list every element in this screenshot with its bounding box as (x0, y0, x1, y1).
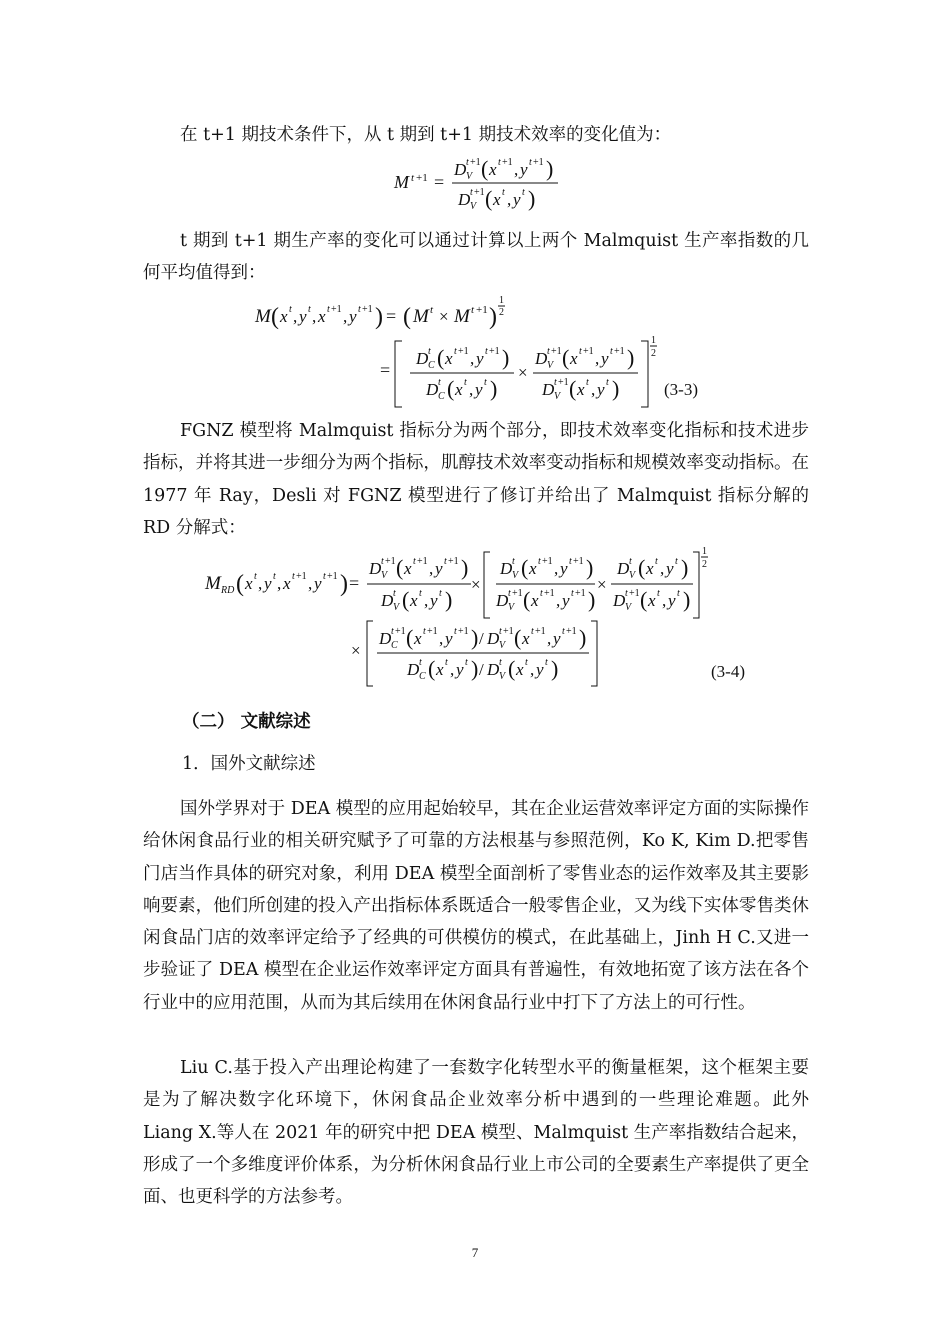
svg-text:D: D (542, 380, 555, 399)
svg-text:): ) (683, 587, 691, 612)
svg-text:t: t (657, 588, 660, 599)
svg-text:): ) (445, 587, 453, 612)
svg-text:+1: +1 (573, 556, 584, 567)
svg-text:t: t (289, 304, 292, 315)
svg-text:×: × (351, 641, 361, 660)
svg-text:t: t (439, 588, 442, 599)
svg-text:): ) (375, 304, 383, 330)
svg-text:×: × (471, 575, 481, 594)
svg-text:t: t (444, 556, 447, 567)
equation-malmquist-geometric-mean-line1 (253, 290, 533, 330)
svg-text:+1: +1 (558, 377, 569, 388)
svg-text:(: ( (481, 156, 489, 181)
svg-text:t: t (545, 657, 548, 668)
svg-text:y: y (435, 559, 443, 578)
svg-text:y: y (560, 559, 568, 578)
svg-text:t: t (571, 588, 574, 599)
svg-text:=: = (380, 360, 391, 380)
svg-text:t: t (579, 346, 582, 357)
svg-text:V: V (625, 602, 632, 613)
paragraph-foreign-literature-digital: Liu C.基于投入产出理论构建了一套数字化转型水平的衡量框架，这个框架主要是为了解决数字化环境下，休闲食品企业效率分析中遇到的一些理论难题。此外 Liang X.等人在 2021 年的研究中把 DEA 模型、Malmquist 生产率指数结合起来，形成了一个多维度评价体系，为分析休闲食品行业上市公司的全要素生产率提供了更全面、也更科学的方法参考。 (143, 1058, 809, 1208)
svg-text:,: , (554, 559, 559, 578)
svg-text:=: = (349, 573, 360, 593)
svg-text:+1: +1 (448, 556, 459, 567)
svg-text:,: , (595, 349, 600, 368)
svg-text:+1: +1 (503, 626, 514, 637)
svg-text:+1: +1 (417, 556, 428, 567)
svg-text:+1: +1 (458, 346, 469, 357)
svg-text:(: ( (271, 304, 279, 330)
svg-text:t: t (525, 657, 528, 668)
svg-text:t: t (393, 588, 396, 599)
paragraph-fgnz-model: FGNZ 模型将 Malmquist 指标分为两个部分，即技术效率变化指标和技术进步指标，并将其进一步细分为两个指标，肌醇技术效率变动指标和规模效率变动指标。在 1977 年 Ray，Desli 对 FGNZ 模型进行了修订并给出了 Malmquist 指标分解的 RD 分解式： (143, 421, 809, 538)
svg-text:D: D (426, 380, 439, 399)
svg-text:1: 1 (702, 546, 707, 557)
svg-text:y: y (430, 591, 438, 610)
svg-text:t: t (466, 157, 469, 168)
svg-text:t: t (358, 304, 361, 315)
svg-text:+1: +1 (551, 346, 562, 357)
section-heading: （二） 文献综述 (182, 712, 311, 732)
svg-text:t: t (411, 172, 415, 184)
svg-text:y: y (475, 380, 483, 399)
svg-text:t: t (538, 556, 541, 567)
svg-text:+1: +1 (489, 346, 500, 357)
svg-text:,: , (469, 380, 474, 399)
equation-number-3-3: (3-3) (664, 380, 698, 399)
svg-text:y: y (349, 307, 357, 326)
svg-text:x: x (493, 190, 501, 209)
svg-text:t: t (419, 588, 422, 599)
svg-text:): ) (461, 555, 469, 580)
svg-text:+1: +1 (535, 626, 546, 637)
svg-text:V: V (393, 602, 400, 613)
svg-text:t: t (327, 304, 330, 315)
svg-text:V: V (547, 360, 554, 371)
svg-text:x: x (318, 307, 326, 326)
svg-text:,: , (662, 591, 667, 610)
svg-text:t: t (484, 377, 487, 388)
svg-text:(: ( (569, 376, 577, 401)
svg-text:(: ( (406, 625, 414, 650)
svg-text:t: t (419, 657, 422, 668)
svg-text:(: ( (485, 186, 493, 211)
equation-number-3-4: (3-4) (711, 662, 745, 681)
paragraph-geometric-mean: t 期到 t+1 期生产率的变化可以通过计算以上两个 Malmquist 生产率指数的几何平均值得到： (143, 231, 809, 284)
svg-text:D: D (454, 160, 467, 179)
svg-text:t: t (610, 346, 613, 357)
svg-text:y: y (445, 629, 453, 648)
svg-text:t: t (391, 626, 394, 637)
svg-text:D: D (500, 559, 513, 578)
svg-text:D: D (369, 559, 382, 578)
svg-text:t: t (430, 304, 434, 316)
svg-text:,: , (258, 574, 263, 593)
svg-text:t: t (323, 571, 326, 582)
svg-text:,: , (343, 307, 348, 326)
svg-text:t: t (586, 377, 589, 388)
svg-text:+1: +1 (427, 626, 438, 637)
svg-text:x: x (414, 629, 422, 648)
svg-text:t: t (554, 377, 557, 388)
svg-text:(: ( (236, 571, 244, 597)
equation-malmquist-geometric-mean-line2 (378, 333, 663, 413)
subsection-heading: 1．国外文献综述 (182, 754, 316, 774)
svg-text:+1: +1 (331, 304, 342, 315)
svg-text:,: , (556, 591, 561, 610)
svg-text:,: , (660, 559, 665, 578)
svg-text:D: D (535, 349, 548, 368)
svg-text:): ) (546, 156, 554, 181)
svg-text:M: M (454, 306, 470, 327)
svg-text:t: t (485, 346, 488, 357)
svg-text:t: t (529, 157, 532, 168)
svg-text:t: t (569, 556, 572, 567)
svg-text:M: M (413, 306, 429, 327)
svg-text:): ) (612, 376, 620, 401)
svg-text:y: y (513, 190, 521, 209)
svg-text:+1: +1 (614, 346, 625, 357)
svg-text:+1: +1 (416, 172, 428, 184)
svg-text:V: V (470, 201, 477, 212)
page-number: 7 (471, 1245, 479, 1260)
svg-text:(: ( (396, 555, 404, 580)
svg-text:,: , (591, 380, 596, 399)
svg-text:V: V (499, 671, 506, 682)
svg-text:,: , (429, 559, 434, 578)
svg-text:x: x (245, 574, 253, 593)
svg-text:x: x (516, 660, 524, 679)
svg-text:t: t (454, 346, 457, 357)
svg-text:+1: +1 (583, 346, 594, 357)
svg-text:t: t (499, 626, 502, 637)
svg-text:(: ( (508, 656, 516, 681)
svg-text:D: D (381, 591, 394, 610)
svg-text:t: t (512, 556, 515, 567)
svg-text:t: t (629, 556, 632, 567)
svg-text:+1: +1 (385, 556, 396, 567)
svg-text:1: 1 (499, 295, 504, 306)
svg-text:,: , (450, 660, 455, 679)
svg-text:D: D (379, 629, 392, 648)
svg-text:t: t (677, 588, 680, 599)
svg-text:t: t (522, 187, 525, 198)
svg-text:+1: +1 (533, 157, 544, 168)
svg-text:t: t (308, 304, 311, 315)
svg-text:y: y (601, 349, 609, 368)
svg-text:(: ( (523, 587, 531, 612)
svg-text:×: × (597, 575, 607, 594)
svg-text:): ) (340, 571, 348, 597)
svg-text:t: t (508, 588, 511, 599)
svg-text:x: x (570, 349, 578, 368)
equation-rd-decomposition-line2 (349, 614, 609, 692)
svg-text:y: y (476, 349, 484, 368)
svg-text:,: , (530, 660, 535, 679)
svg-text:2: 2 (702, 559, 707, 570)
svg-text:y: y (668, 591, 676, 610)
svg-text:x: x (455, 380, 463, 399)
svg-text:+1: +1 (512, 588, 523, 599)
svg-text:t: t (606, 377, 609, 388)
svg-text:,: , (312, 307, 317, 326)
svg-text:t: t (465, 657, 468, 668)
svg-text:V: V (381, 570, 388, 581)
svg-text:V: V (466, 171, 473, 182)
svg-text:(: ( (437, 345, 445, 370)
svg-text:x: x (404, 559, 412, 578)
svg-text:+1: +1 (544, 588, 555, 599)
svg-text:x: x (489, 160, 497, 179)
svg-text:): ) (471, 625, 479, 650)
svg-text:x: x (648, 591, 656, 610)
svg-text:×: × (439, 307, 449, 326)
svg-text:): ) (681, 555, 689, 580)
svg-text:x: x (531, 591, 539, 610)
svg-text:(: ( (521, 555, 529, 580)
svg-text:t: t (675, 556, 678, 567)
svg-text:+1: +1 (395, 626, 406, 637)
svg-text:D: D (487, 660, 500, 679)
svg-text:t: t (547, 346, 550, 357)
svg-text:2: 2 (499, 307, 504, 318)
svg-text:D: D (458, 190, 471, 209)
svg-text:t: t (438, 377, 441, 388)
svg-text:t: t (498, 157, 501, 168)
svg-text:(: ( (562, 345, 570, 370)
svg-text:(: ( (428, 656, 436, 681)
svg-text:): ) (490, 376, 498, 401)
svg-text:/: / (479, 660, 484, 679)
svg-text:y: y (536, 660, 544, 679)
svg-text:y: y (520, 160, 528, 179)
svg-text:=: = (434, 172, 445, 192)
svg-text:(: ( (402, 587, 410, 612)
svg-text:x: x (280, 307, 288, 326)
svg-text:RD: RD (221, 585, 235, 596)
svg-text:,: , (293, 307, 298, 326)
svg-text:t: t (470, 187, 473, 198)
svg-text:+1: +1 (476, 304, 488, 316)
svg-text:M: M (255, 306, 271, 327)
svg-text:+1: +1 (575, 588, 586, 599)
svg-text:y: y (666, 559, 674, 578)
svg-text:V: V (508, 602, 515, 613)
svg-text:t: t (292, 571, 295, 582)
equation-rd-decomposition-line1 (203, 543, 723, 623)
svg-text:t: t (254, 571, 257, 582)
svg-text:+1: +1 (458, 626, 469, 637)
svg-text:): ) (528, 186, 536, 211)
svg-text:y: y (314, 574, 322, 593)
svg-text:t: t (540, 588, 543, 599)
svg-text:,: , (439, 629, 444, 648)
svg-text:): ) (551, 656, 559, 681)
svg-text:(: ( (514, 625, 522, 650)
svg-text:): ) (627, 345, 635, 370)
svg-text:x: x (445, 349, 453, 368)
svg-text:t: t (531, 626, 534, 637)
svg-text:(: ( (447, 376, 455, 401)
svg-text:(: ( (640, 587, 648, 612)
svg-text:x: x (522, 629, 530, 648)
svg-text:,: , (547, 629, 552, 648)
svg-text:,: , (514, 160, 519, 179)
svg-text:t: t (428, 346, 431, 357)
paragraph-tech-efficiency-change: 在 t+1 期技术条件下，从 t 期到 t+1 期技术效率的变化值为： (180, 125, 672, 145)
svg-text:C: C (438, 391, 445, 402)
svg-text:t: t (655, 556, 658, 567)
svg-text:,: , (507, 190, 512, 209)
svg-text:1: 1 (651, 335, 656, 346)
svg-text:D: D (613, 591, 626, 610)
svg-text:): ) (579, 625, 587, 650)
svg-text:C: C (428, 360, 435, 371)
svg-text:V: V (512, 570, 519, 581)
svg-text:x: x (283, 574, 291, 593)
svg-text:+1: +1 (362, 304, 373, 315)
svg-text:x: x (646, 559, 654, 578)
svg-text:): ) (489, 304, 497, 330)
svg-text:): ) (471, 656, 479, 681)
svg-text:(: ( (638, 555, 646, 580)
svg-text:t: t (381, 556, 384, 567)
svg-text:×: × (518, 363, 528, 382)
svg-text:t: t (562, 626, 565, 637)
svg-text:+1: +1 (296, 571, 307, 582)
svg-text:V: V (499, 640, 506, 651)
svg-text:V: V (554, 391, 561, 402)
svg-text:t: t (273, 571, 276, 582)
svg-text:t: t (502, 187, 505, 198)
svg-text:2: 2 (651, 348, 656, 359)
svg-text:x: x (410, 591, 418, 610)
svg-text:+1: +1 (629, 588, 640, 599)
svg-text:+1: +1 (502, 157, 513, 168)
svg-text:y: y (597, 380, 605, 399)
svg-text:+1: +1 (474, 187, 485, 198)
svg-text:t: t (471, 304, 475, 316)
svg-text:,: , (424, 591, 429, 610)
svg-text:y: y (562, 591, 570, 610)
svg-text:+1: +1 (470, 157, 481, 168)
svg-text:,: , (277, 574, 282, 593)
svg-text:=: = (386, 306, 397, 326)
svg-text:+1: +1 (542, 556, 553, 567)
svg-text:(: ( (403, 304, 411, 330)
svg-text:t: t (423, 626, 426, 637)
svg-text:C: C (391, 640, 398, 651)
svg-text:,: , (308, 574, 313, 593)
svg-text:V: V (629, 570, 636, 581)
svg-text:y: y (299, 307, 307, 326)
svg-text:D: D (496, 591, 509, 610)
equation-m-t-plus-1 (392, 152, 572, 214)
svg-text:x: x (436, 660, 444, 679)
paragraph-foreign-literature-dea: 国外学界对于 DEA 模型的应用起始较早，其在企业运营效率评定方面的实际操作给休闲食品行业的相关研究赋予了可靠的方法根基与参照范例，Ko K, Kim D.把零售门店当作具体的研究对象，利用 DEA 模型全面剖析了零售业态的运作效率及其主要影响要素，他们所创建的投入产出指标体系既适合一般零售企业，又为线下实体零售类休闲食品门店的效率评定给予了经典的可供模仿的模式，在此基础上，Jinh H C.又进一步验证了 DEA 模型在企业运作效率评定方面具有普遍性，有效地拓宽了该方法在各个行业中的应用范围，从而为其后续用在休闲食品行业中打下了方法上的可行性。 (143, 799, 809, 1013)
svg-text:t: t (445, 657, 448, 668)
svg-text:D: D (416, 349, 429, 368)
svg-text:D: D (407, 660, 420, 679)
svg-text:t: t (454, 626, 457, 637)
svg-text:+1: +1 (327, 571, 338, 582)
svg-text:,: , (470, 349, 475, 368)
svg-text:t: t (499, 657, 502, 668)
svg-text:y: y (553, 629, 561, 648)
svg-text:t: t (413, 556, 416, 567)
svg-text:+1: +1 (566, 626, 577, 637)
svg-text:D: D (487, 629, 500, 648)
svg-text:): ) (586, 555, 594, 580)
svg-text:t: t (464, 377, 467, 388)
svg-text:M: M (394, 172, 409, 192)
svg-text:y: y (456, 660, 464, 679)
svg-text:D: D (617, 559, 630, 578)
svg-text:): ) (588, 587, 596, 612)
svg-text:M: M (205, 573, 221, 594)
svg-text:x: x (529, 559, 537, 578)
svg-text:C: C (419, 671, 426, 682)
svg-text:/: / (479, 629, 484, 648)
svg-text:): ) (502, 345, 510, 370)
svg-text:y: y (264, 574, 272, 593)
svg-text:t: t (625, 588, 628, 599)
svg-text:x: x (577, 380, 585, 399)
